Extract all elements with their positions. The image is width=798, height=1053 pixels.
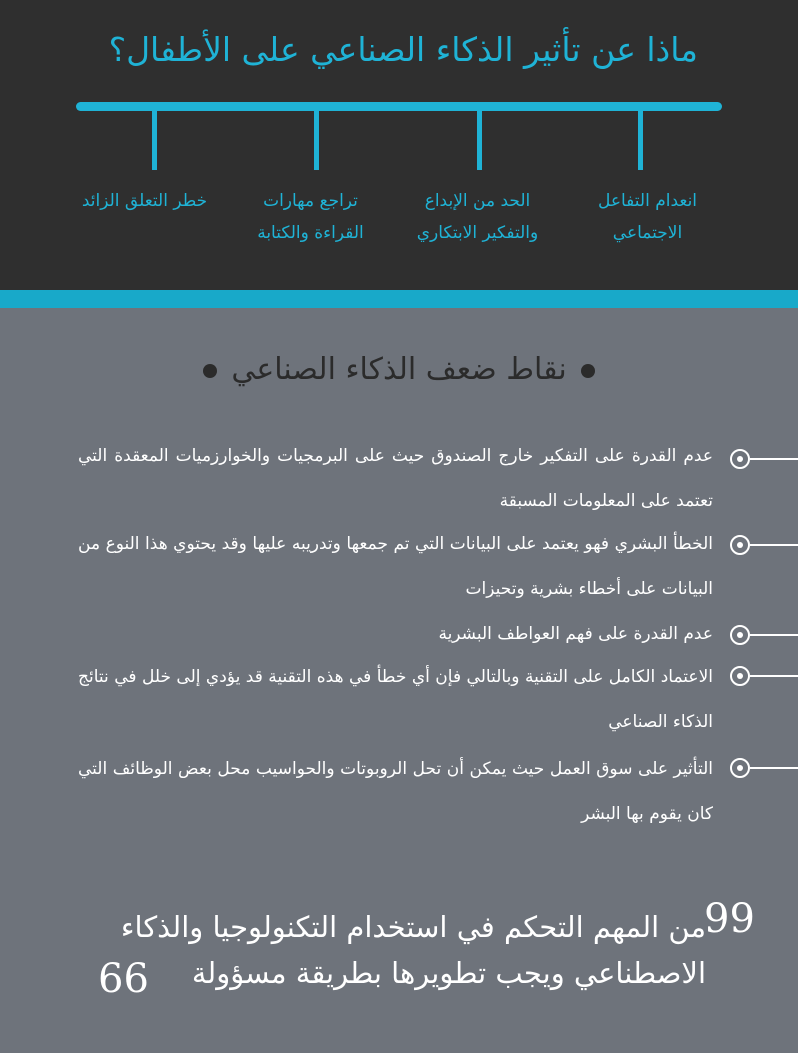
- section-title-text: نقاط ضعف الذكاء الصناعي: [231, 352, 567, 387]
- effect-label: خطر التعلق الزائد: [81, 191, 208, 211]
- quote-line-1: من المهم التحكم في استخدام التكنولوجيا والذكاء: [120, 910, 706, 944]
- open-quote-icon: 99: [704, 896, 755, 942]
- quote-line-2: الاصطناعي ويجب تطويرها بطريقة مسؤولة: [191, 956, 706, 990]
- page-title: ماذا عن تأثير الذكاء الصناعي على الأطفال؟: [108, 30, 698, 69]
- marker-line: [750, 544, 798, 546]
- list-item: الخطأ البشري فهو يعتمد على البيانات التي تم جمعها وتدريبه عليها وقد يحتوي هذا النوع من البيانات على أخطاء بشرية وتحيزات: [78, 534, 713, 599]
- tree-horizontal-bar: [76, 102, 722, 111]
- marker-line: [750, 458, 798, 460]
- effect-label: القراءة والكتابة: [257, 223, 364, 243]
- effect-label: الاجتماعي: [612, 223, 683, 243]
- list-item: التأثير على سوق العمل حيث يمكن أن تحل الروبوتات والحواسيب محل بعض الوظائف التي كان يقوم بها البشر: [78, 759, 713, 824]
- tree-stem: [152, 108, 157, 170]
- effect-item-reading: [228, 185, 393, 249]
- section-title: [0, 352, 798, 387]
- circle-marker-icon: [730, 625, 750, 645]
- tree-stem: [638, 108, 643, 170]
- close-quote-icon: 66: [98, 956, 149, 1002]
- effect-item-social: [565, 185, 730, 249]
- list-item: عدم القدرة على التفكير خارج الصندوق حيث على البرمجيات والخوارزميات المعقدة التي تعتمد على المعلومات المسبقة: [78, 446, 713, 511]
- marker-line: [750, 767, 798, 769]
- bullet-dot-icon: [581, 364, 595, 378]
- list-item: الاعتماد الكامل على التقنية وبالتالي فإن أي خطأ في هذه التقنية قد يؤدي إلى خلل في نتائج الذكاء الصناعي: [78, 667, 713, 732]
- bullet-dot-icon: [203, 364, 217, 378]
- circle-marker-icon: [730, 535, 750, 555]
- effect-label: انعدام التفاعل: [597, 191, 698, 211]
- effect-label: والتفكير الابتكاري: [416, 223, 539, 243]
- marker-line: [750, 675, 798, 677]
- effect-label: تراجع مهارات: [263, 191, 358, 211]
- tree-stem: [314, 108, 319, 170]
- circle-marker-icon: [730, 449, 750, 469]
- circle-marker-icon: [730, 758, 750, 778]
- effect-item-attachment: [62, 185, 227, 217]
- marker-line: [750, 634, 798, 636]
- effect-label: الحد من الإبداع: [424, 191, 531, 211]
- list-item: عدم القدرة على فهم العواطف البشرية: [438, 624, 713, 644]
- accent-band: [0, 290, 798, 308]
- circle-marker-icon: [730, 666, 750, 686]
- effect-item-creativity: [395, 185, 560, 249]
- tree-stem: [477, 108, 482, 170]
